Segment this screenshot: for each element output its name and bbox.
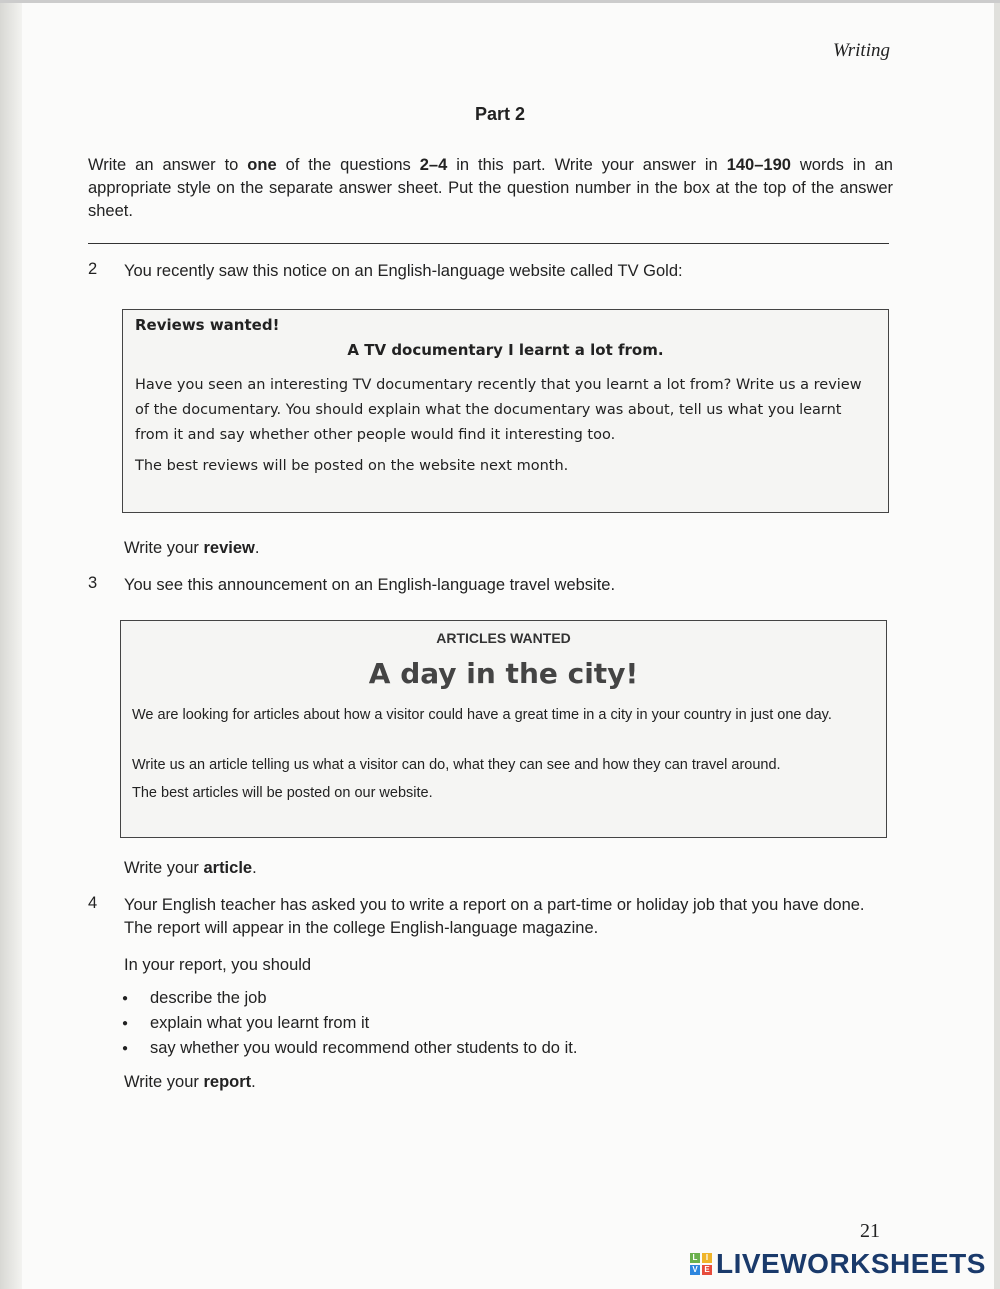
write-instruction: Write your article.: [124, 859, 257, 877]
bullet-icon: ●: [122, 1043, 129, 1054]
bullet-list: [122, 986, 578, 1061]
write-instruction: Write your report.: [124, 1073, 256, 1091]
question-text: You see this announcement on an English-language travel website.: [124, 576, 616, 594]
logo-text: LIVEWORKSHEETS: [716, 1248, 986, 1279]
scan-edge: [0, 0, 22, 1289]
list-item: ● describe the job: [150, 986, 577, 1011]
scan-edge-right: [994, 0, 1000, 1289]
list-item: ● say whether you would recommend other students to do it.: [150, 1036, 577, 1061]
notice-box-articles: [120, 620, 887, 838]
notice-body: We are looking for articles about how a visitor could have a great time in a city in your country in just one day.: [132, 707, 832, 723]
section-header: Writing: [832, 40, 890, 61]
notice-heading: ARTICLES WANTED: [436, 630, 571, 646]
question-text: You recently saw this notice on an English-language website called TV Gold:: [124, 262, 683, 280]
list-item: ● explain what you learnt from it: [150, 1011, 577, 1036]
part-title: Part 2: [474, 104, 526, 124]
question-text: Your English teacher has asked you to write a report on a part-time or holiday job that you have done. The report will appear in the college English-language magazine.: [124, 896, 865, 937]
bullet-icon: ●: [122, 993, 129, 1004]
divider: [88, 243, 889, 244]
notice-footer: The best articles will be posted on our website.: [132, 785, 433, 801]
scan-top-line: [0, 0, 1000, 3]
notice-box-reviews: [122, 309, 889, 513]
notice-body-2: Write us an article telling us what a visitor can do, what they can see and how they can travel around.: [132, 757, 781, 773]
notice-heading: Reviews wanted!: [135, 316, 280, 334]
bullet-icon: ●: [122, 1018, 129, 1029]
notice-title: A day in the city!: [368, 657, 639, 690]
liveworksheets-logo: [690, 1248, 986, 1280]
notice-footer: The best reviews will be posted on the website next month.: [135, 458, 569, 474]
notice-title: A TV documentary I learnt a lot from.: [347, 341, 664, 359]
write-instruction: Write your review.: [124, 539, 260, 557]
page-number: 21: [860, 1220, 880, 1242]
report-lead: In your report, you should: [124, 956, 312, 974]
question-number: 4: [88, 894, 98, 912]
question-number: 3: [88, 574, 98, 592]
logo-tiles-icon: L I V E: [690, 1253, 712, 1275]
question-number: 2: [88, 260, 98, 278]
instructions: Write an answer to one of the questions 2–4 in this part. Write your answer in 140–190 words in an appropriate style on the separate answer sheet. Put the question number in the box at the top of the answer sheet.: [88, 156, 893, 220]
notice-body: Have you seen an interesting TV documentary recently that you learnt a lot from? Write us a review of the documentary. You should explain what the documentary was about, tell us what you learnt from it and say whether other people would find it interesting too.: [135, 377, 862, 443]
